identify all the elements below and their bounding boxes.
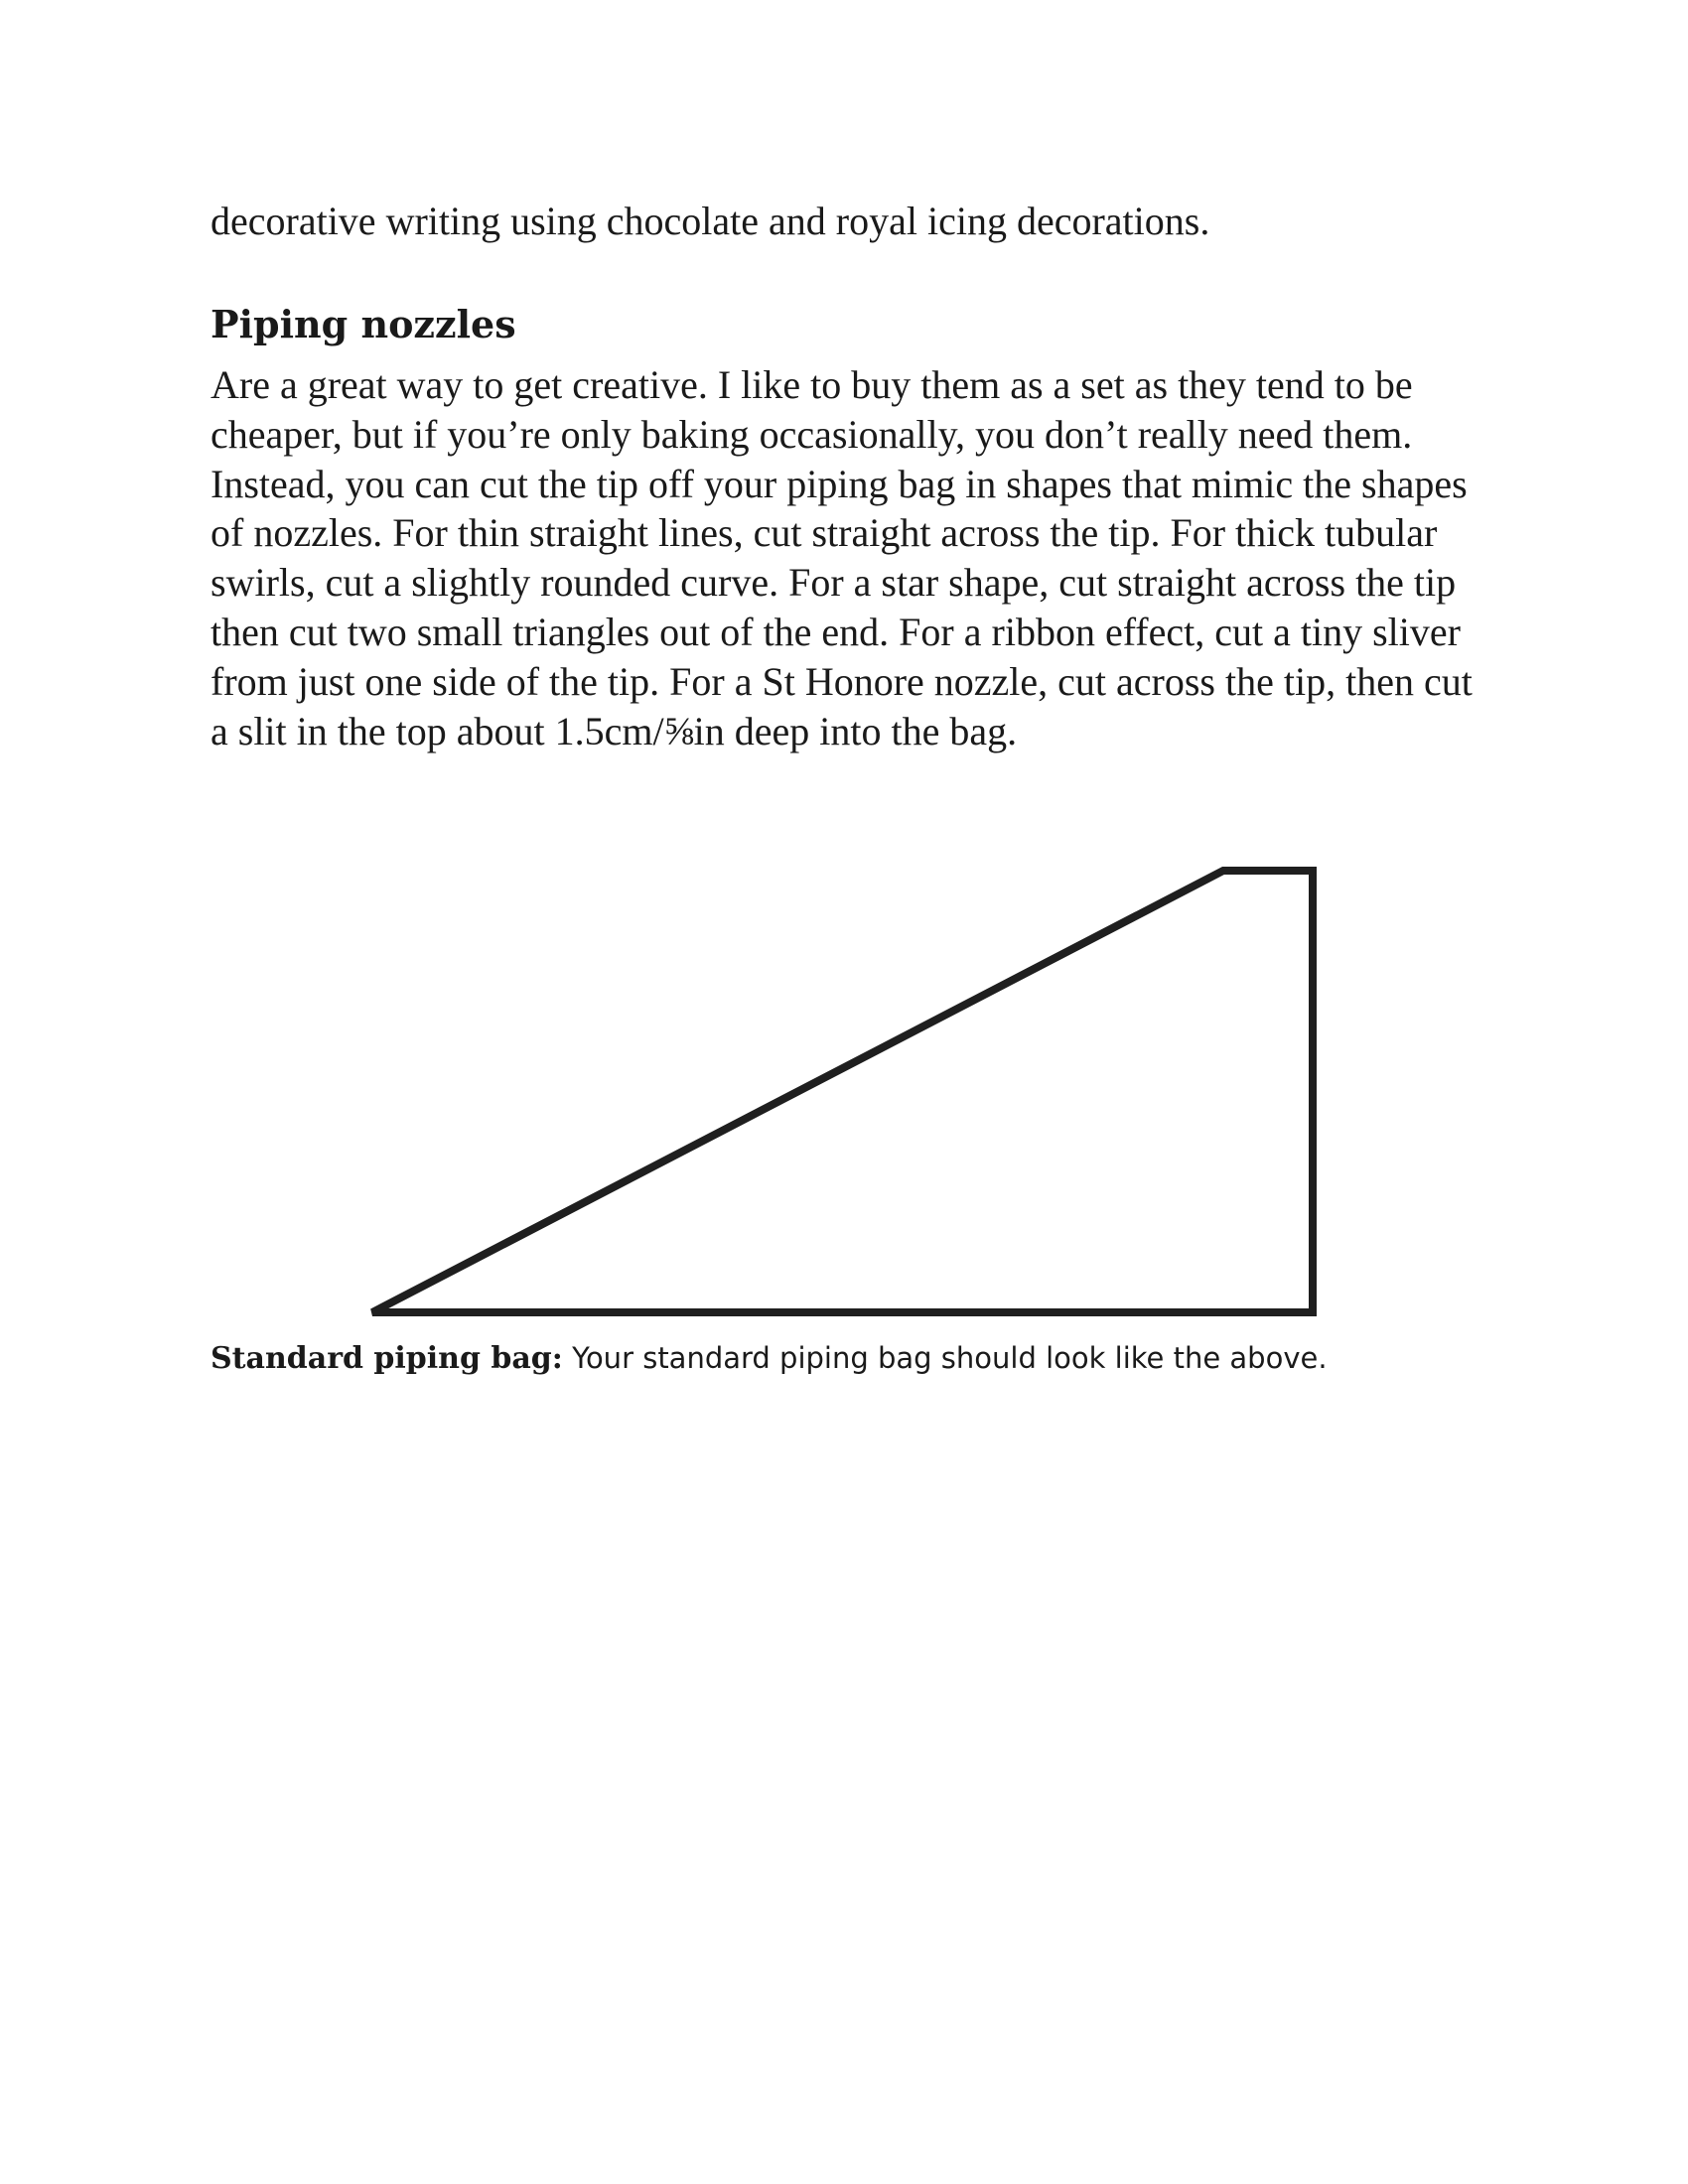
section-paragraph: Are a great way to get creative. I like to buy them as a set as they tend to be cheaper, but if you’re only baking occasionally, you don’t really need them. Instead, you can cut the tip off your piping bag in shapes that mimic the shapes of nozzles. For thin straight lines, cut straight across the tip. For thick tubular swirls, cut a slightly rounded curve. For a star shape, cut straight across the tip then cut two small triangles out of the end. For a ribbon effect, cut a tiny sliver from just one side of the tip. For a St Honore nozzle, cut across the tip, then cut a slit in the top about 1.5cm/⅝in deep into the bag. — [211, 362, 1473, 753]
caption-text: Your standard piping bag should look like the above. — [562, 1341, 1328, 1375]
continuation-paragraph: decorative writing using chocolate and royal icing decorations. — [211, 199, 1210, 243]
piping-bag-diagram — [357, 854, 1331, 1330]
figure-caption — [211, 1338, 1328, 1379]
section-heading: Piping nozzles — [211, 302, 516, 346]
caption-label: Standard piping bag: — [211, 1341, 563, 1376]
piping-bag-outline — [372, 871, 1313, 1312]
